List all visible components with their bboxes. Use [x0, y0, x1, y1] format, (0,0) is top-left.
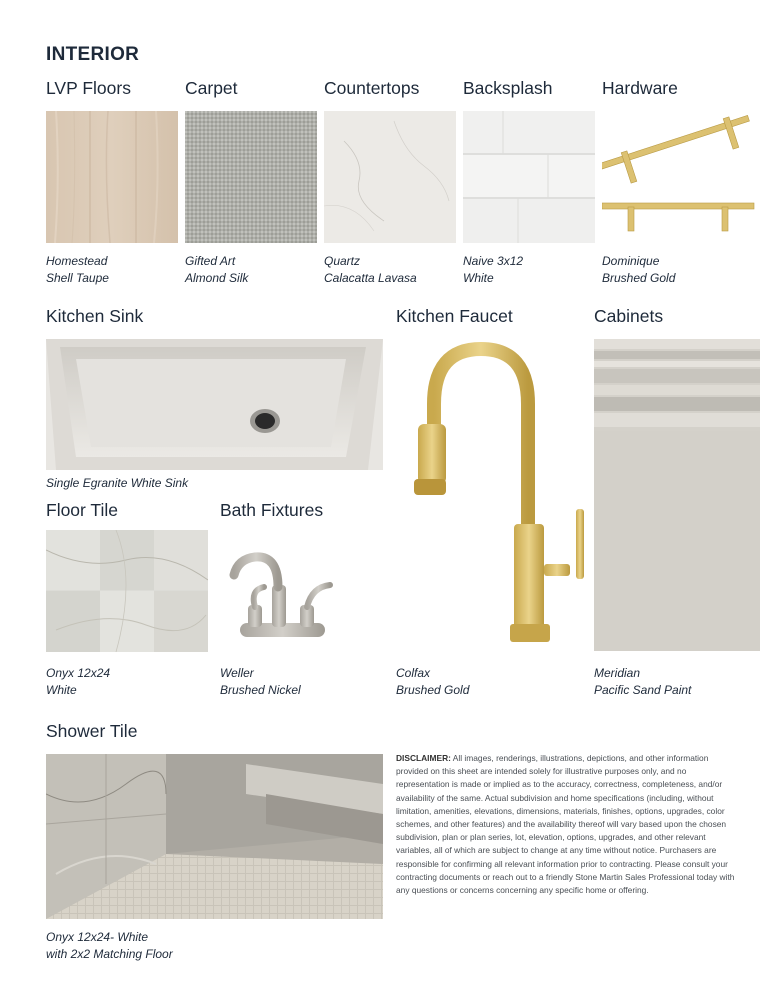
cabinets-color: Pacific Sand Paint — [594, 683, 692, 697]
countertops-heading: Countertops — [324, 78, 420, 98]
bath-fixtures-color: Brushed Nickel — [220, 683, 301, 697]
kitchen-sink-image — [46, 339, 383, 470]
shower-tile-floor: with 2x2 Matching Floor — [46, 947, 173, 961]
carpet-name: Gifted Art — [185, 254, 236, 268]
lvp-floor-swatch — [46, 111, 178, 243]
cabinets-name: Meridian — [594, 666, 641, 680]
lvp-caption — [46, 253, 109, 287]
cabinet-swatch — [594, 339, 760, 651]
hardware-heading: Hardware — [602, 78, 678, 98]
floor-tile-name: Onyx 12x24 — [46, 666, 111, 680]
lvp-name: Homestead — [46, 254, 108, 268]
disclaimer — [396, 752, 738, 897]
bath-fixtures-heading: Bath Fixtures — [220, 500, 324, 520]
bath-fixtures-caption — [220, 665, 301, 699]
floor-tile-swatch — [46, 530, 208, 652]
backsplash-color: White — [463, 271, 494, 285]
countertop-swatch — [324, 111, 456, 243]
hardware-name: Dominique — [602, 254, 660, 268]
kitchen-sink-name: Single Egranite White Sink — [46, 476, 189, 490]
disclaimer-text: All images, renderings, illustrations, depictions, and other information provided on this sheet are intended solely for illustrative purposes only, and no representation is made or implied as to the accuracy, correctness, completeness, and/or availability of the same. Actual subdivision and home specifications (including, without limitation, amenities, elevations, dimensions, materials, finishes, options, upgrades, color schemes, and other features) and the availability thereof will vary based upon the chosen subdivision, plan or plan series, lot, elevation, options, upgrades, and other relevant variables, all of which are subject to change at any time without notice. Purchasers are responsible for confirming all relevant information prior to contracting. Please consult your contracting documents or reach out to a friendly Stone Martin Sales Professional today with any questions or concerns concerning any specific home or offering. — [396, 753, 735, 896]
disclaimer-label: DISCLAIMER: — [396, 753, 451, 763]
carpet-swatch — [185, 111, 317, 243]
countertops-name: Quartz — [324, 254, 361, 268]
backsplash-heading: Backsplash — [463, 78, 553, 98]
lvp-color: Shell Taupe — [46, 271, 109, 285]
kitchen-sink-heading: Kitchen Sink — [46, 306, 144, 326]
backsplash-swatch — [463, 111, 595, 243]
page-title: INTERIOR — [46, 44, 140, 65]
kitchen-sink-caption — [46, 475, 188, 492]
bath-faucet-image — [220, 545, 345, 645]
kitchen-faucet-caption — [396, 665, 469, 699]
kitchen-faucet-heading: Kitchen Faucet — [396, 306, 513, 326]
backsplash-caption — [463, 253, 523, 287]
kitchen-faucet-name: Colfax — [396, 666, 431, 680]
floor-tile-heading: Floor Tile — [46, 500, 118, 520]
cabinet-pull-image — [602, 111, 760, 243]
hardware-color: Brushed Gold — [602, 271, 676, 285]
carpet-caption — [185, 253, 248, 287]
hardware-caption — [602, 253, 675, 287]
countertops-caption — [324, 253, 417, 287]
shower-tile-image — [46, 754, 383, 919]
bath-fixtures-name: Weller — [220, 666, 254, 680]
lvp-floors-heading: LVP Floors — [46, 78, 131, 98]
kitchen-faucet-image — [396, 334, 592, 654]
kitchen-faucet-color: Brushed Gold — [396, 683, 470, 697]
cabinets-caption — [594, 665, 691, 699]
floor-tile-color: White — [46, 683, 77, 697]
shower-tile-caption — [46, 929, 173, 963]
shower-tile-heading: Shower Tile — [46, 721, 138, 741]
countertops-color: Calacatta Lavasa — [324, 271, 417, 285]
cabinets-heading: Cabinets — [594, 306, 664, 326]
floor-tile-caption — [46, 665, 110, 699]
carpet-color: Almond Silk — [185, 271, 249, 285]
carpet-heading: Carpet — [185, 78, 238, 98]
backsplash-name: Naive 3x12 — [463, 254, 524, 268]
shower-tile-name: Onyx 12x24- White — [46, 930, 149, 944]
